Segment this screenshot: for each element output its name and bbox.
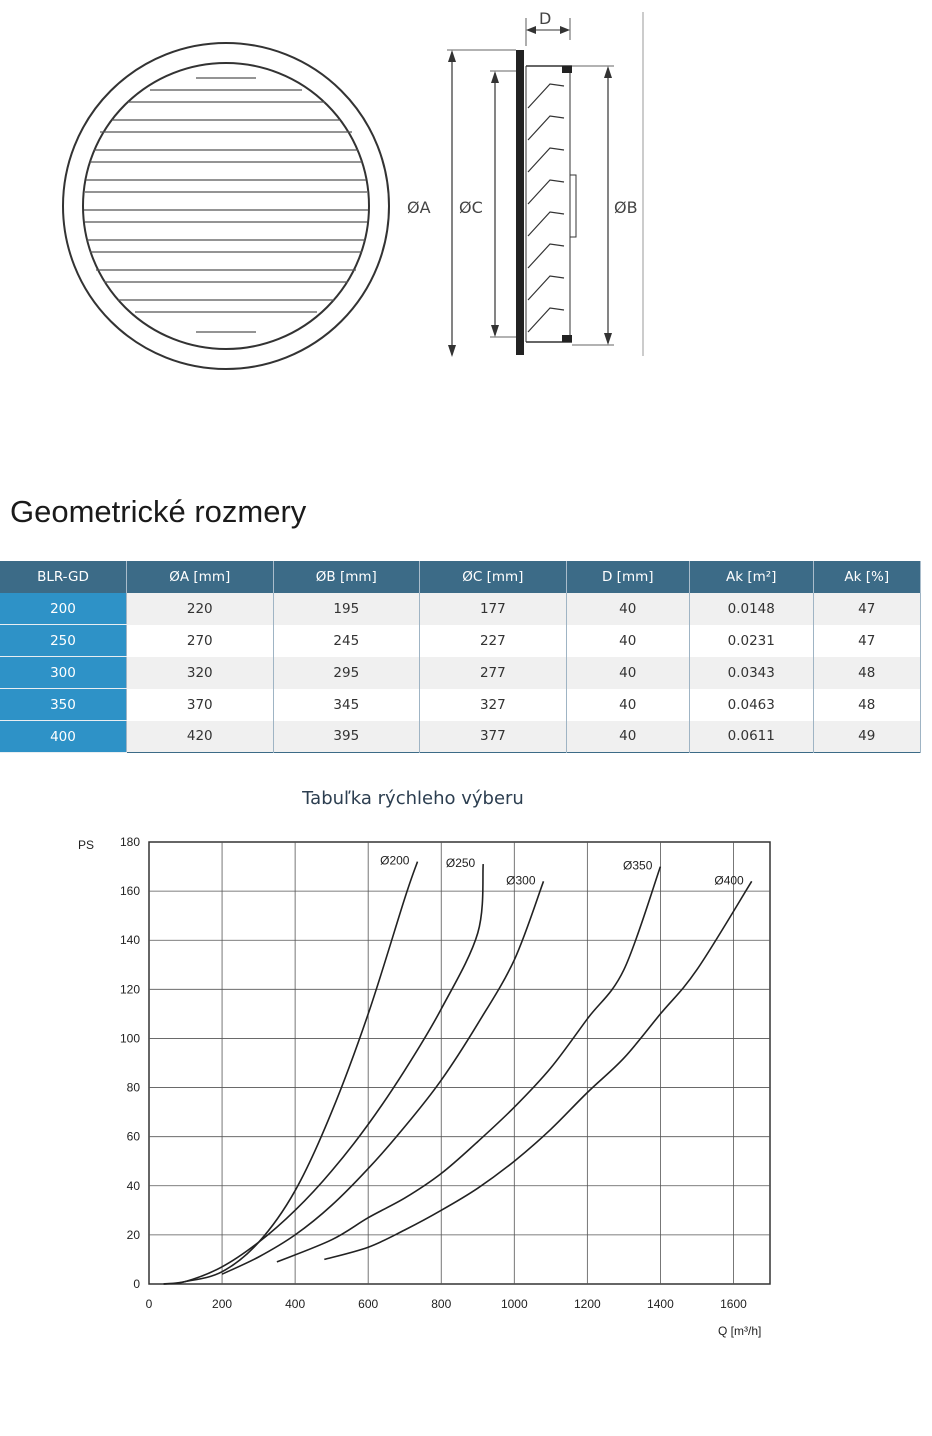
x-tick-label: 1200	[574, 1297, 601, 1311]
series-label: Ø300	[506, 873, 536, 888]
y-tick-label: 20	[126, 1227, 140, 1242]
table-cell: 195	[273, 593, 420, 625]
x-axis-label: Q [m³/h]	[718, 1324, 762, 1338]
series-line	[164, 862, 418, 1284]
table-cell: 0.0148	[689, 593, 813, 625]
y-tick-label: 120	[119, 982, 140, 997]
y-tick-label: 0	[133, 1277, 140, 1291]
x-tick-label: 1000	[500, 1297, 528, 1311]
y-tick-label: 140	[119, 933, 140, 948]
y-tick-label: 80	[126, 1080, 140, 1095]
table-cell: 177	[420, 593, 567, 625]
x-tick-label: 800	[431, 1297, 452, 1311]
front-view	[63, 43, 389, 369]
table-cell: 395	[273, 721, 420, 753]
table-row	[0, 593, 921, 625]
table-cell: 49	[813, 721, 920, 753]
table-cell: 345	[273, 689, 420, 721]
x-tick-label: 400	[285, 1297, 306, 1311]
chart-grid	[149, 842, 770, 1284]
y-tick-label: 160	[119, 884, 140, 899]
chart-ticks	[120, 835, 747, 1311]
table-cell: 295	[273, 657, 420, 689]
x-tick-label: 1600	[720, 1297, 747, 1311]
table-cell: 40	[566, 593, 689, 625]
series-line	[164, 864, 484, 1284]
table-cell: 245	[273, 625, 420, 657]
table-cell: 270	[126, 625, 273, 657]
col-header: D [mm]	[566, 561, 689, 593]
x-tick-label: 0	[145, 1297, 153, 1311]
series-label: Ø400	[714, 873, 744, 888]
table-cell: 40	[566, 657, 689, 689]
table-cell: 0.0343	[689, 657, 813, 689]
x-tick-label: 600	[358, 1297, 379, 1311]
plot-frame	[149, 842, 770, 1284]
x-tick-label: 1400	[647, 1297, 674, 1311]
pressure-flow-chart	[0, 825, 932, 1355]
col-header: ØC [mm]	[420, 561, 567, 593]
dim-label-d: D	[539, 9, 552, 28]
chart-curves	[164, 854, 752, 1284]
table-cell: 47	[813, 593, 920, 625]
table-cell: 320	[126, 657, 273, 689]
chart-title: Tabuľka rýchleho výberu	[302, 788, 524, 809]
table-row	[0, 689, 921, 721]
col-header: ØA [mm]	[126, 561, 273, 593]
col-header: Ak [m²]	[689, 561, 813, 593]
table-cell: 48	[813, 657, 920, 689]
table-cell: 40	[566, 689, 689, 721]
table-cell: 0.0611	[689, 721, 813, 753]
table-cell: 420	[126, 721, 273, 753]
col-header: BLR-GD	[0, 561, 126, 593]
table-cell: 220	[126, 593, 273, 625]
row-model: 250	[0, 625, 126, 657]
y-tick-label: 100	[119, 1031, 140, 1046]
table-cell: 327	[420, 689, 567, 721]
table-cell: 48	[813, 689, 920, 721]
row-model: 300	[0, 657, 126, 689]
table-cell: 40	[566, 625, 689, 657]
col-header: ØB [mm]	[273, 561, 420, 593]
table-row	[0, 625, 921, 657]
y-tick-label: 40	[126, 1178, 140, 1193]
series-line	[324, 881, 751, 1259]
side-view	[447, 12, 643, 357]
x-tick-label: 200	[212, 1297, 233, 1311]
table-cell: 227	[420, 625, 567, 657]
row-model: 400	[0, 721, 126, 753]
technical-drawing	[0, 0, 932, 420]
col-header: Ak [%]	[813, 561, 920, 593]
series-label: Ø250	[445, 856, 476, 871]
dim-label-c: ØC	[459, 198, 483, 217]
table-cell: 47	[813, 625, 920, 657]
series-label: Ø200	[380, 853, 410, 868]
table-cell: 277	[420, 657, 567, 689]
table-cell: 370	[126, 689, 273, 721]
y-tick-label: 180	[119, 835, 140, 849]
dim-label-a: ØA	[407, 198, 431, 217]
row-model: 200	[0, 593, 126, 625]
table-cell: 0.0231	[689, 625, 813, 657]
series-label: Ø350	[623, 858, 653, 873]
table-row	[0, 657, 921, 689]
table-header-row	[0, 561, 921, 593]
table-cell: 0.0463	[689, 689, 813, 721]
y-axis-label: PS	[78, 838, 95, 852]
table-cell: 40	[566, 721, 689, 753]
section-title: Geometrické rozmery	[10, 494, 307, 529]
dim-label-b: ØB	[614, 198, 638, 217]
table-row	[0, 721, 921, 753]
dimensions-table	[0, 561, 921, 753]
table-cell: 377	[420, 721, 567, 753]
y-tick-label: 60	[126, 1129, 140, 1144]
row-model: 350	[0, 689, 126, 721]
